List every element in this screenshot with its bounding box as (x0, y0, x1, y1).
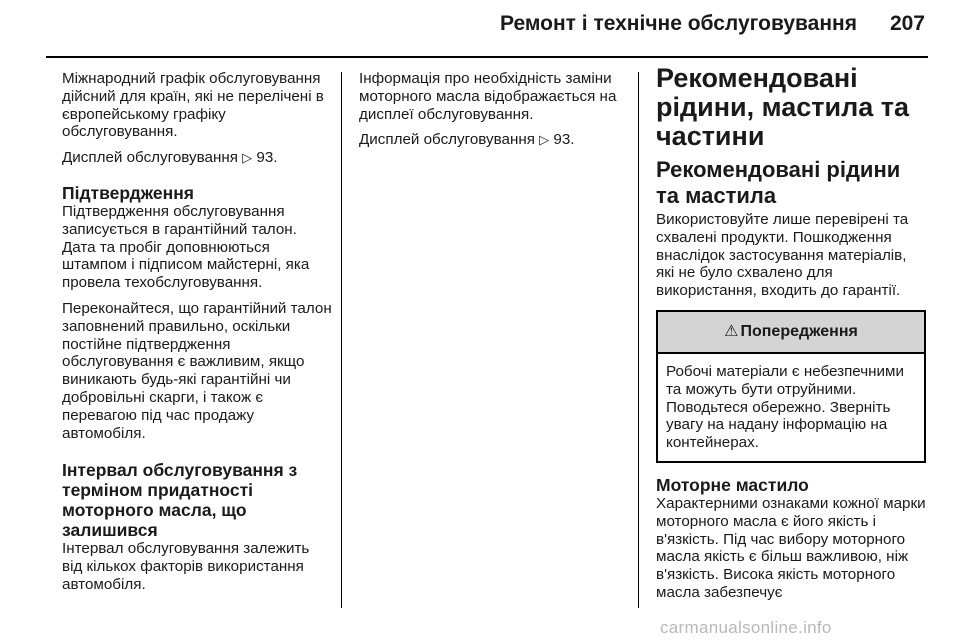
warning-box (656, 310, 926, 463)
warning-header (658, 312, 924, 354)
cross-reference (359, 131, 629, 149)
subchapter-heading: Рекомендовані рідини та мастила (656, 157, 901, 208)
paragraph: Підтвердження обслуговування записується в гарантійний талон. Дата та пробіг доповнюються штампом і підписом майстерні, яка провела техобслуговування. (62, 202, 310, 292)
warning-title: Попередження (740, 323, 858, 341)
paragraph: Характерними ознаками кожної марки моторного масла є його якість і в'язкість. Під час вибору моторного масла якість є більш важливою, ніж в'язкість. Висока якість моторного масла забезпечує (656, 494, 926, 601)
column-1 (62, 70, 332, 602)
watermark: carmanualsonline.info (660, 618, 832, 637)
header-rule (46, 56, 928, 58)
paragraph: Інформація про необхідність заміни моторного масла відображається на дисплеї обслуговування. (359, 70, 617, 123)
section-heading-interval: Інтервал обслуговування з терміном придатності моторного масла, що залишився (62, 460, 298, 541)
page-number: 207 (889, 12, 925, 35)
column-divider-1 (341, 72, 342, 608)
section-heading-engine-oil: Моторне мастило (656, 474, 809, 495)
cross-reference (62, 149, 332, 167)
paragraph: Переконайтеся, що гарантійний талон заповнений правильно, оскільки постійне підтвердження обслуговування є важливим, якщо виникають будь-які гарантійні чи добровільні скарги, і також є перевагою під час продажу автомобіля. (62, 299, 332, 442)
paragraph: Інтервал обслуговування залежить від кількох факторів використання автомобіля. (62, 540, 310, 593)
section-heading-confirmation: Підтвердження (62, 182, 195, 203)
ref-text: Дисплей обслуговування (62, 149, 243, 167)
warning-triangle-icon: ⚠ (724, 323, 739, 341)
ref-page[interactable]: 93. (549, 131, 575, 149)
column-divider-2 (638, 72, 639, 608)
warning-text: Робочі матеріали є небезпечними та можуть бути отруйними. Поводьтеся обережно. Зверніть увагу на надану інформацію на контейнерах. (666, 362, 904, 452)
chapter-heading: Рекомендовані рідини, мастила та частини (656, 63, 910, 151)
column-2 (359, 70, 629, 157)
ref-page[interactable]: 93. (252, 149, 278, 167)
column-3 (656, 63, 926, 610)
paragraph: Використовуйте лише перевірені та схвалені продукти. Пошкодження внаслідок застосування матеріалів, які не було схвалено для використання, входить до гарантії. (656, 211, 909, 300)
paragraph: Міжнародний графік обслуговування дійсний для країн, які не перелічені в європейському графіку обслуговування. (62, 70, 324, 141)
arrow-ref-icon: ▷ (539, 132, 550, 148)
ref-text: Дисплей обслуговування (359, 131, 540, 149)
page-header-title: Ремонт і технічне обслуговування (500, 12, 857, 35)
arrow-ref-icon: ▷ (242, 150, 253, 166)
